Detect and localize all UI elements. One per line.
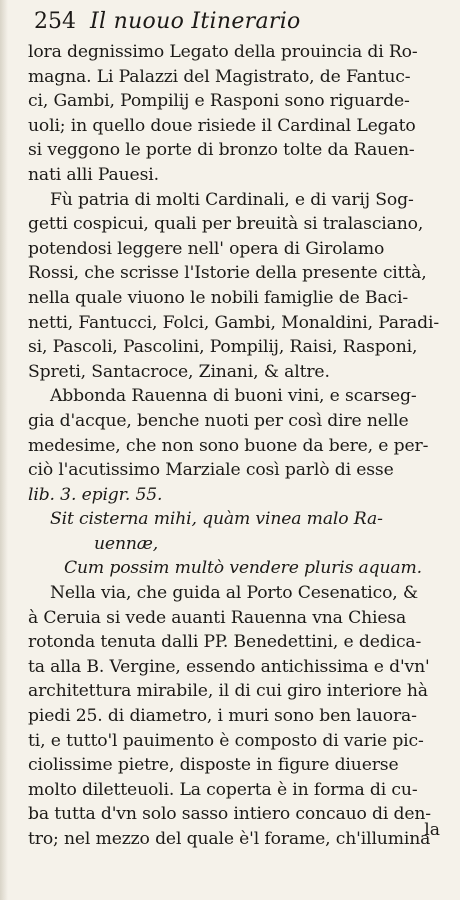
text-line: Spreti, Santacroce, Zinani, & altre. [28, 361, 330, 382]
text-line: uoli; in quello doue risiede il Cardinal Legato [28, 115, 416, 136]
text-line: uennæ, [94, 533, 159, 554]
text-line: ta alla B. Vergine, essendo antichissima e d'vn' [28, 656, 430, 677]
text-line: Fù patria di molti Cardinali, e di varij Sog- [50, 189, 414, 210]
text-line: ba tutta d'vn solo sasso intiero concauo di den- [28, 804, 431, 825]
text-line: molto diletteuoli. La coperta è in forma di cu- [28, 779, 418, 800]
text-line: piedi 25. di diametro, i muri sono ben lauora- [28, 706, 417, 727]
text-line: Rossi, che scrisse l'Istorie della presente città, [28, 263, 427, 284]
text-line: à Ceruia si vede auanti Rauenna vna Chiesa [28, 607, 407, 628]
text-line: magna. Li Palazzi del Magistrato, de Fantuc- [28, 66, 411, 87]
text-line: Sit cisterna mihi, quàm vinea malo Ra- [50, 509, 383, 530]
text-line: nati alli Pauesi. [28, 164, 159, 185]
text-line: ci, Gambi, Pompilij e Rasponi sono riguarde- [28, 91, 410, 112]
text-line: Cum possim multò vendere pluris aquam. [64, 558, 422, 579]
text-line: si, Pascoli, Pascolini, Pompilij, Raisi, Rasponi, [28, 337, 418, 358]
body-text [28, 40, 442, 852]
text-line: lib. 3. epigr. 55. [28, 484, 163, 505]
text-line: netti, Fantucci, Folci, Gambi, Monaldini, Paradi- [28, 312, 439, 333]
running-title: Il nuouo Itinerario [90, 9, 301, 34]
text-line: Nella via, che guida al Porto Cesenatico, & [50, 583, 419, 604]
text-line: ti, e tutto'l pauimento è composto di varie pic- [28, 730, 424, 751]
text-line: gia d'acque, benche nuoti per così dire nelle [28, 410, 409, 431]
text-line: tro; nel mezzo del quale è'l forame, ch'illumina [28, 829, 431, 849]
text-line: potendosi leggere nell' opera di Girolamo [28, 238, 385, 259]
text-line: getti cospicui, quali per breuità si tralasciano, [28, 214, 424, 235]
text-line: architettura mirabile, il di cui giro interiore hà [28, 681, 428, 702]
text-line: rotonda tenuta dalli PP. Benedettini, e dedica- [28, 632, 422, 653]
text-line: ciolissime pietre, disposte in figure diuerse [28, 755, 399, 776]
page-number: 254 [34, 9, 76, 34]
text-line: si veggono le porte di bronzo tolte da Rauen- [28, 140, 415, 161]
catchword: la [424, 820, 440, 840]
text-line: lora degnissimo Legato della prouincia di Ro- [28, 42, 418, 62]
page-header [34, 8, 442, 38]
text-line: medesime, che non sono buone da bere, e per- [28, 435, 429, 456]
text-line: Abbonda Rauenna di buoni vini, e scarseg- [50, 386, 417, 407]
text-line: nella quale viuono le nobili famiglie de Baci- [28, 287, 408, 308]
text-line: ciò l'acutissimo Marziale così parlò di esse [28, 460, 394, 481]
